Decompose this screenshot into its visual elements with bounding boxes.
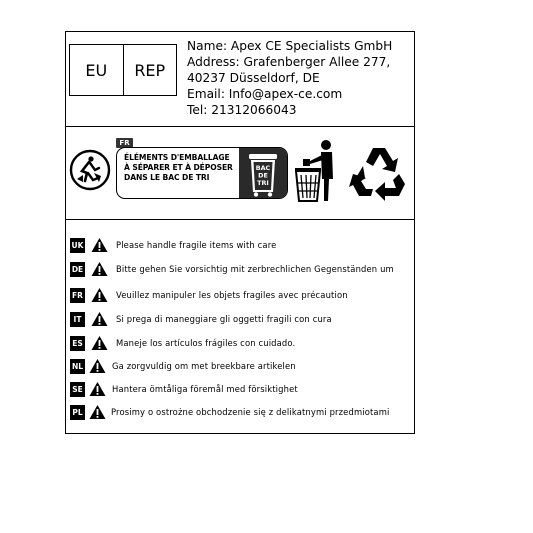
eu-rep-address-line2: 40237 Düsseldorf, DE — [187, 71, 320, 86]
eu-rep-name: Name: Apex CE Specialists GmbH — [187, 39, 393, 53]
handling-note-se — [70, 380, 298, 398]
handling-note-text: Ga zorgvuldig om met breekbare artikelen — [112, 361, 296, 371]
warning-icon — [89, 381, 106, 397]
product-label — [65, 31, 415, 434]
country-code: NL — [70, 359, 85, 374]
handling-note-it — [70, 310, 332, 328]
bin-label-line: BAC — [255, 164, 271, 172]
packaging-text — [124, 153, 244, 183]
eu-rep-email: Email: Info@apex-ce.com — [187, 87, 343, 102]
sorting-bin-icon — [239, 148, 287, 199]
handling-note-text: Hantera ömtåliga föremål med försiktighet — [112, 384, 298, 394]
eu-rep-symbol-eu: EU — [85, 60, 108, 80]
person-disposing-trash-icon — [294, 139, 342, 203]
warning-icon — [91, 261, 108, 277]
warning-icon — [91, 335, 108, 351]
packaging-info-card — [116, 147, 288, 199]
packaging-line: À SÉPARER ET À DÉPOSER — [124, 163, 233, 172]
handling-note-text: Prosimy o ostrożne obchodzenie się z delikatnymi przedmiotami — [111, 407, 390, 417]
handling-note-de — [70, 260, 394, 278]
bin-label-line: DE — [258, 171, 268, 180]
bin-label-line: TRI — [257, 179, 269, 187]
handling-note-fr — [70, 286, 348, 304]
handling-note-text: Bitte gehen Sie vorsichtig mit zerbrechlichen Gegenständen um — [116, 264, 394, 274]
country-code: PL — [70, 405, 85, 420]
handling-note-text: Maneje los artículos frágiles con cuidado. — [116, 338, 296, 348]
country-code: UK — [70, 238, 85, 253]
handling-note-text: Please handle fragile items with care — [116, 240, 277, 250]
recycling-section — [66, 127, 414, 219]
handling-note-es — [70, 334, 295, 352]
handling-note-nl — [70, 357, 296, 375]
handling-note-text: Si prega di maneggiare gli oggetti fragili con cura — [116, 314, 332, 324]
eu-rep-info — [187, 38, 412, 118]
country-code: FR — [70, 288, 85, 303]
handling-notes-section — [66, 220, 414, 432]
warning-icon — [91, 237, 108, 253]
bin-panel — [239, 148, 287, 198]
eu-rep-tel: Tel: 21312066043 — [187, 103, 297, 118]
eu-rep-symbol-rep: REP — [123, 45, 177, 95]
warning-icon — [89, 358, 106, 374]
warning-icon — [89, 404, 106, 420]
packaging-line: DANS LE BAC DE TRI — [124, 173, 210, 182]
eu-rep-symbol — [69, 44, 177, 96]
handling-note-text: Veuillez manipuler les objets fragiles avec précaution — [116, 290, 348, 300]
recycle-icon — [349, 144, 409, 202]
country-code: DE — [70, 262, 85, 277]
packaging-line: ÉLÉMENTS D'EMBALLAGE — [124, 153, 230, 162]
handling-note-uk — [70, 236, 276, 254]
warning-icon — [91, 311, 108, 327]
country-code: SE — [70, 382, 85, 397]
warning-icon — [91, 287, 108, 303]
country-code: ES — [70, 336, 85, 351]
triman-icon — [69, 149, 111, 191]
eu-rep-address-line1: Address: Grafenberger Allee 277, — [187, 55, 391, 70]
country-code: IT — [70, 312, 85, 327]
eu-rep-section — [66, 32, 414, 126]
fr-badge: FR — [116, 138, 133, 148]
handling-note-pl — [70, 403, 390, 421]
